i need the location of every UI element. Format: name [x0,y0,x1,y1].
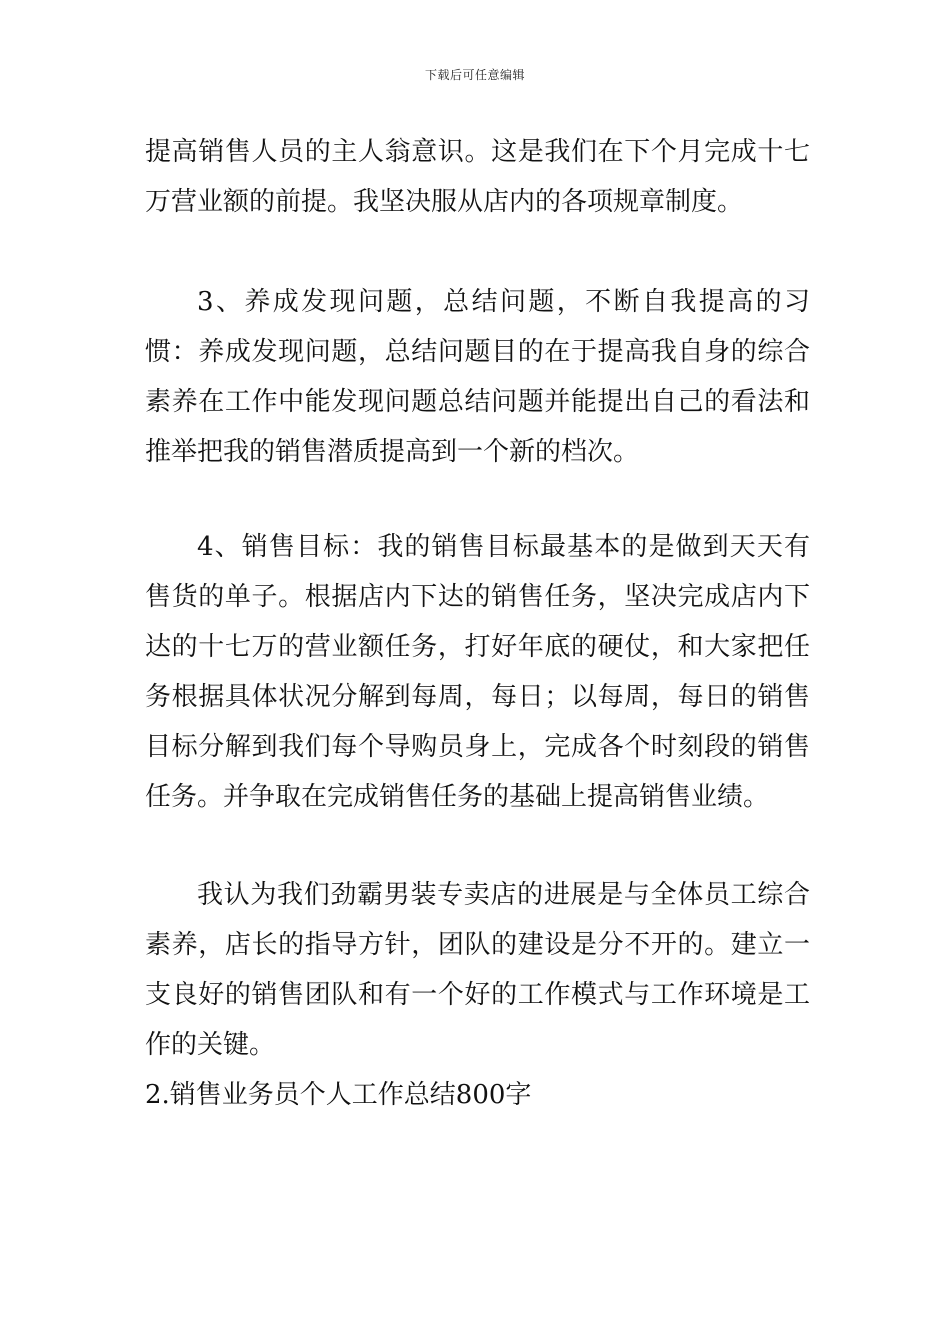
paragraph-continuation: 提高销售人员的主人翁意识。这是我们在下个月完成十七万营业额的前提。我坚决服从店内的各项规章制度。 [145,137,810,217]
document-body [145,127,810,1120]
paragraph-habit: 3、养成发现问题，总结问题，不断自我提高的习惯：养成发现问题，总结问题目的在于提高我自身的综合素养在工作中能发现问题总结问题并能提出自己的看法和推举把我的销售潜质提高到一个新的档次。 [145,287,810,467]
header-note: 下载后可任意编辑 [424,68,525,82]
paragraph-team: 我认为我们劲霸男装专卖店的进展是与全体员工综合素养，店长的指导方针，团队的建设是分不开的。建立一支良好的销售团队和有一个好的工作模式与工作环境是工作的关键。 [145,880,810,1060]
paragraph-sales-target: 4、销售目标：我的销售目标最基本的是做到天天有售货的单子。根据店内下达的销售任务，坚决完成店内下达的十七万的营业额任务，打好年底的硬仗，和大家把任务根据具体状况分解到每周，每日；以每周，每日的销售目标分解到我们每个导购员身上，完成各个时刻段的销售任务。并争取在完成销售任务的基础上提高销售业绩。 [145,532,810,812]
section-heading: 2.销售业务员个人工作总结800字 [145,1080,532,1110]
